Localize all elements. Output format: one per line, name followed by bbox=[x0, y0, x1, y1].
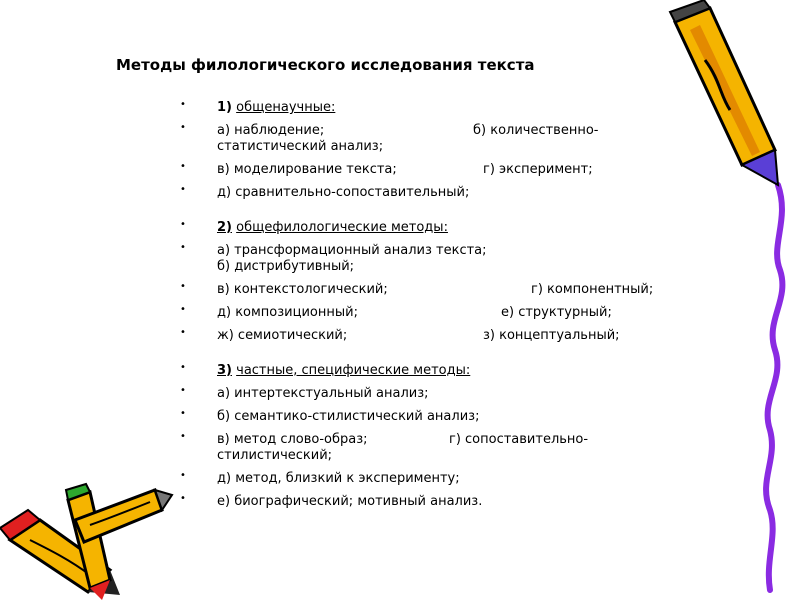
methods-list bbox=[180, 100, 680, 517]
bullet-icon: • bbox=[180, 327, 186, 338]
bullet-icon: • bbox=[180, 362, 186, 373]
item-continuation: б) дистрибутивный; bbox=[217, 259, 355, 274]
item-col-1: б) семантико-стилистический анализ; bbox=[217, 409, 480, 424]
bullet-icon: • bbox=[180, 493, 186, 504]
bullet-icon: • bbox=[180, 184, 186, 195]
item-continuation: статистический анализ; bbox=[217, 139, 384, 154]
bullet-icon: • bbox=[180, 122, 186, 133]
item-col-1: д) метод, близкий к эксперименту; bbox=[217, 471, 460, 486]
section-heading-1 bbox=[180, 100, 680, 116]
list-item bbox=[180, 282, 680, 298]
bullet-icon: • bbox=[180, 304, 186, 315]
list-item bbox=[180, 328, 680, 344]
bullet-icon: • bbox=[180, 219, 186, 230]
item-col-1: д) сравнительно-сопоставительный; bbox=[217, 185, 470, 200]
section-label: частные, специфические методы: bbox=[236, 363, 471, 378]
section-label: общефилологические методы: bbox=[236, 220, 448, 235]
item-col-1: д) композиционный; bbox=[217, 305, 358, 320]
section-number: 3) bbox=[217, 363, 232, 378]
list-item bbox=[180, 409, 680, 425]
item-col-1: ж) семиотический; bbox=[217, 328, 348, 343]
list-item bbox=[180, 305, 680, 321]
item-col-2: г) сопоставительно- bbox=[449, 432, 589, 447]
item-col-1: а) интертекстуальный анализ; bbox=[217, 386, 429, 401]
bullet-icon: • bbox=[180, 161, 186, 172]
list-item bbox=[180, 386, 680, 402]
bullet-icon: • bbox=[180, 242, 186, 253]
bullet-icon: • bbox=[180, 431, 186, 442]
list-item bbox=[180, 123, 680, 155]
item-col-2: е) структурный; bbox=[501, 305, 612, 320]
item-col-1: в) моделирование текста; bbox=[217, 162, 397, 177]
section-heading-2 bbox=[180, 220, 680, 236]
page-title: Методы филологического исследования текста bbox=[116, 56, 535, 74]
bullet-icon: • bbox=[180, 408, 186, 419]
bullet-icon: • bbox=[180, 281, 186, 292]
bullet-icon: • bbox=[180, 385, 186, 396]
section-number: 2) bbox=[217, 220, 232, 235]
item-col-2: г) эксперимент; bbox=[483, 162, 593, 177]
item-continuation: стилистический; bbox=[217, 448, 333, 463]
item-col-2: г) компонентный; bbox=[531, 282, 654, 297]
list-item bbox=[180, 162, 680, 178]
section-heading-3 bbox=[180, 363, 680, 379]
item-col-1: в) метод слово-образ; bbox=[217, 432, 368, 447]
bullet-icon: • bbox=[180, 99, 186, 110]
item-col-1: е) биографический; мотивный анализ. bbox=[217, 494, 483, 509]
bullet-icon: • bbox=[180, 470, 186, 481]
item-col-1: а) трансформационный анализ текста; bbox=[217, 243, 487, 258]
list-item bbox=[180, 432, 680, 464]
pencil-top-right-icon bbox=[670, 0, 778, 185]
section-label: общенаучные: bbox=[236, 100, 336, 115]
purple-squiggle-line bbox=[766, 185, 782, 590]
item-col-2: б) количественно- bbox=[473, 123, 599, 138]
list-item bbox=[180, 243, 680, 275]
section-number: 1) bbox=[217, 100, 232, 115]
list-item bbox=[180, 471, 680, 487]
item-col-2: з) концептуальный; bbox=[483, 328, 620, 343]
item-col-1: в) контекстологический; bbox=[217, 282, 388, 297]
list-item bbox=[180, 494, 680, 510]
list-item bbox=[180, 185, 680, 201]
item-col-1: а) наблюдение; bbox=[217, 123, 325, 138]
